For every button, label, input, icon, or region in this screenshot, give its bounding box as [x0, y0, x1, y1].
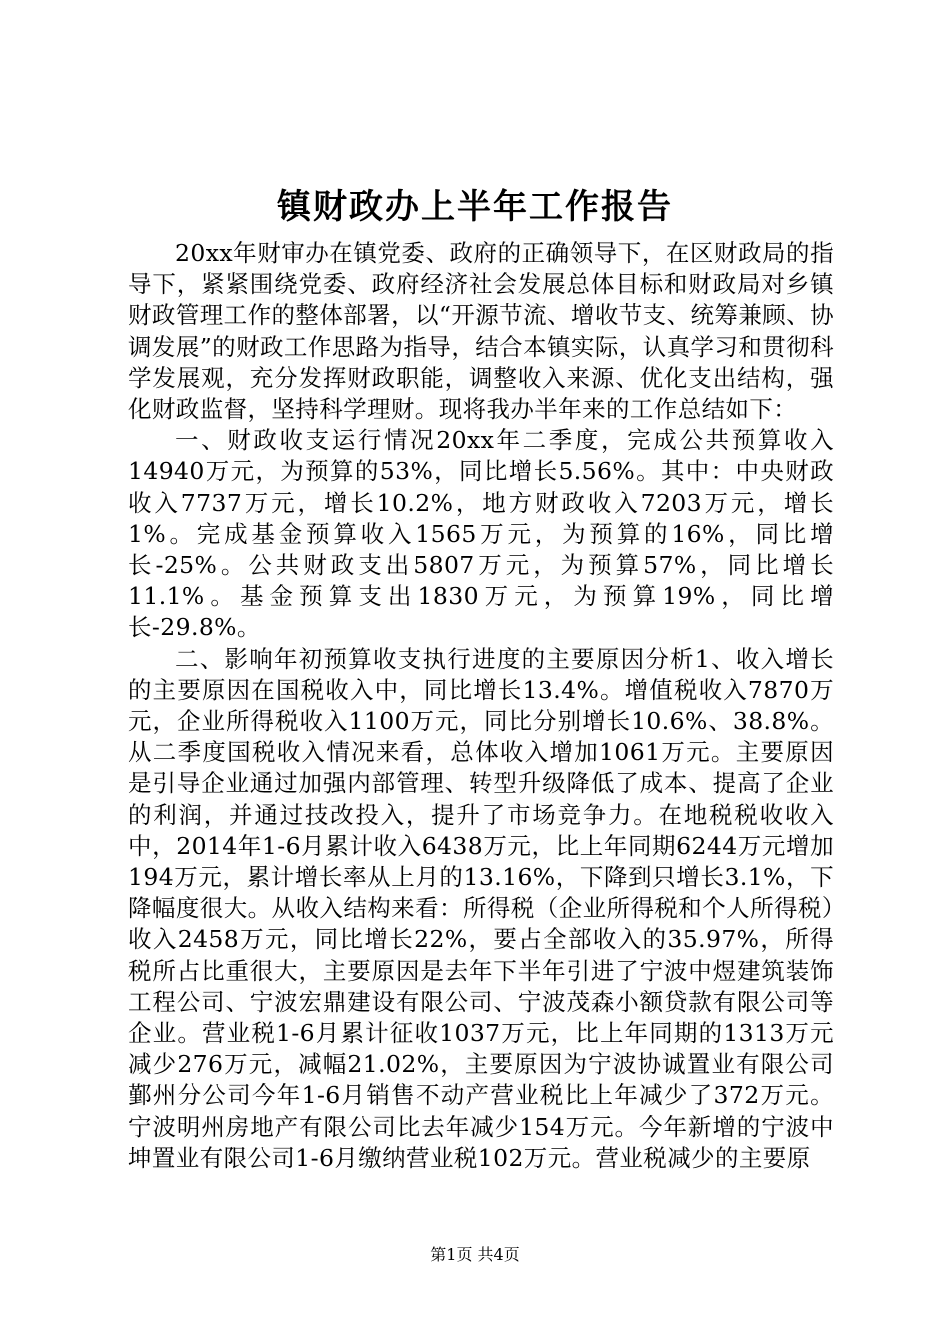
document-title: 镇财政办上半年工作报告 — [277, 187, 673, 227]
document-body — [128, 238, 834, 1174]
paragraph-revenue-expenditure: 一、财政收支运行情况20xx年二季度，完成公共预算收入14940万元，为预算的53%，同比增长5.56%。其中：中央财政收入7737万元，增长10.2%，地方财政收入7203万元，增长1%。完成基金预算收入1565万元，为预算的16%，同比增长-25%。公共财政支出5807万元，为预算57%，同比增长11.1%。基金预算支出1830万元，为预算19%，同比增长-29.8%。 — [128, 426, 834, 642]
page-footer: 第1页 共4页 — [430, 1245, 520, 1264]
paragraph-intro: 20xx年财审办在镇党委、政府的正确领导下，在区财政局的指导下，紧紧围绕党委、政府经济社会发展总体目标和财政局对乡镇财政管理工作的整体部署，以“开源节流、增收节支、统筹兼顾、协调发展”的财政工作思路为指导，结合本镇实际，认真学习和贯彻科学发展观，充分发挥财政职能，调整收入来源、优化支出结构，强化财政监督，坚持科学理财。现将我办半年来的工作总结如下： — [128, 239, 834, 424]
paragraph-analysis: 二、影响年初预算收支执行进度的主要原因分析1、收入增长的主要原因在国税收入中，同比增长13.4%。增值税收入7870万元，企业所得税收入1100万元，同比分别增长10.6%、38.8%。从二季度国税收入情况来看，总体收入增加1061万元。主要原因是引导企业通过加强内部管理、转型升级降低了成本、提高了企业的利润，并通过技改投入，提升了市场竞争力。在地税税收收入中，2014年1-6月累计收入6438万元，比上年同期6244万元增加194万元，累计增长率从上月的13.16%，下降到只增长3.1%，下降幅度很大。从收入结构来看：所得税（企业所得税和个人所得税）收入2458万元，同比增长22%，要占全部收入的35.97%，所得税所占比重很大，主要原因是去年下半年引进了宁波中煜建筑装饰工程公司、宁波宏鼎建设有限公司、宁波茂森小额贷款有限公司等企业。营业税1-6月累计征收1037万元，比上年同期的1313万元减少276万元，减幅21.02%，主要原因为宁波协诚置业有限公司鄞州分公司今年1-6月销售不动产营业税比上年减少了372万元。宁波明州房地产有限公司比去年减少154万元。今年新增的宁波中坤置业有限公司1-6月缴纳营业税102万元。营业税减少的主要原 — [128, 644, 834, 1172]
